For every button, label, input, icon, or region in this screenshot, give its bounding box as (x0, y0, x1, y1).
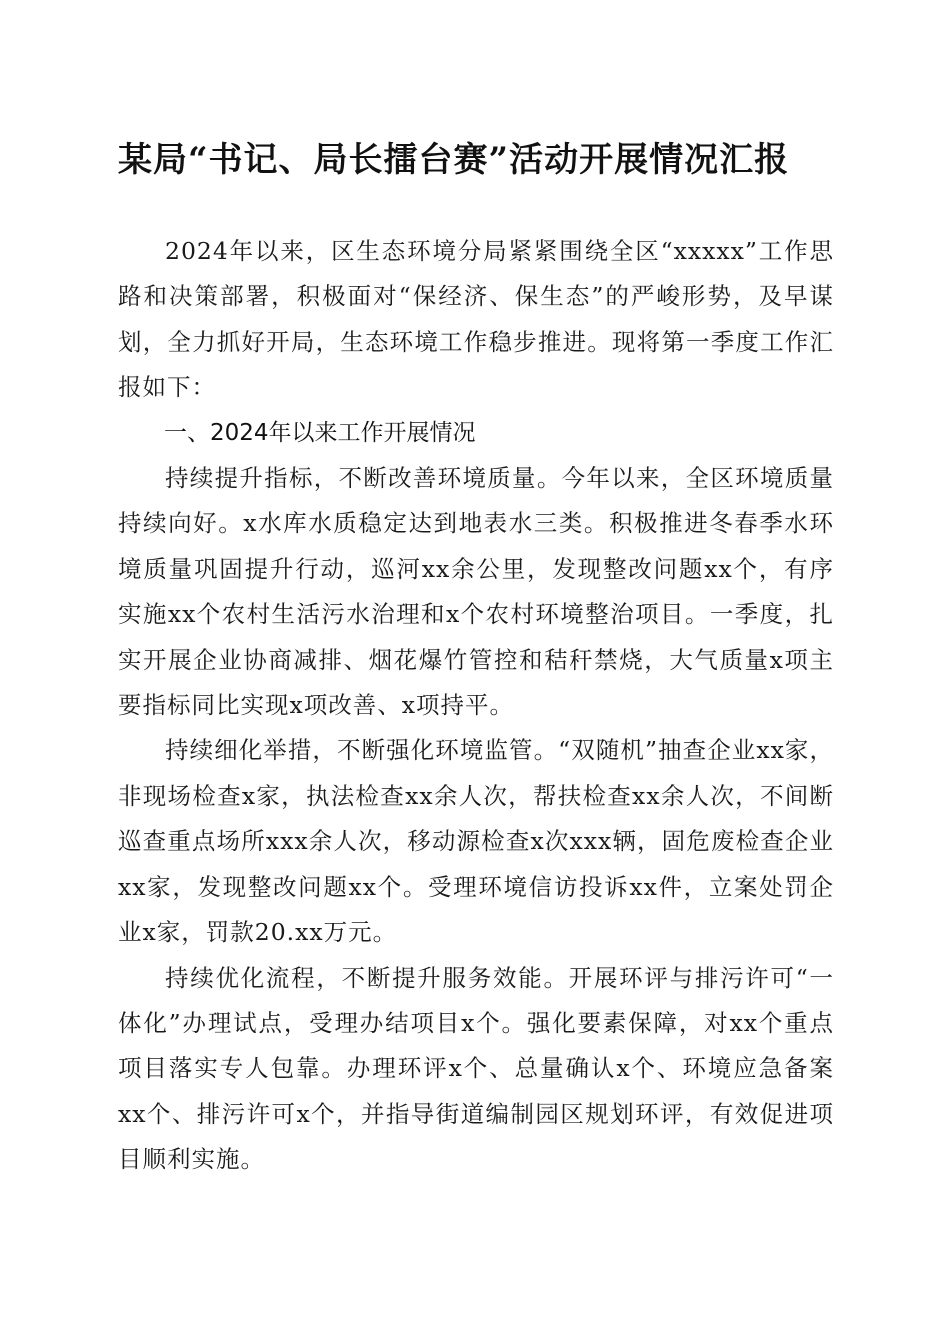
intro-paragraph: 2024年以来，区生态环境分局紧紧围绕全区“xxxxx”工作思路和决策部署，积极面对“保经济、保生态”的严峻形势，及早谋划，全力抓好开局，生态环境工作稳步推进。现将第一季度工作汇报如下： (118, 237, 834, 402)
document-body (118, 229, 834, 1183)
environment-quality-paragraph: 持续提升指标，不断改善环境质量。今年以来，全区环境质量持续向好。x水库水质稳定达到地表水三类。积极推进冬春季水环境质量巩固提升行动，巡河xx余公里，发现整改问题xx个，有序实施xx个农村生活污水治理和x个农村环境整治项目。一季度，扎实开展企业协商减排、烟花爆竹管控和秸秆禁烧，大气质量x项主要指标同比实现x项改善、x项持平。 (118, 464, 834, 720)
document-title: 某局“书记、局长擂台赛”活动开展情况汇报 (118, 140, 790, 180)
section-heading: 一、2024年以来工作开展情况 (164, 419, 476, 446)
environment-supervision-paragraph: 持续细化举措，不断强化环境监管。“双随机”抽查企业xx家，非现场检查x家，执法检查xx余人次，帮扶检查xx余人次，不间断巡查重点场所xxx余人次，移动源检查x次xxx辆，固危废检查企业xx家，发现整改问题xx个。受理环境信访投诉xx件，立案处罚企业x家，罚款20.xx万元。 (118, 736, 834, 947)
service-efficiency-paragraph: 持续优化流程，不断提升服务效能。开展环评与排污许可“一体化”办理试点，受理办结项目x个。强化要素保障，对xx个重点项目落实专人包靠。办理环评x个、总量确认x个、环境应急备案xx个、排污许可x个，并指导街道编制园区规划环评，有效促进项目顺利实施。 (118, 963, 834, 1174)
